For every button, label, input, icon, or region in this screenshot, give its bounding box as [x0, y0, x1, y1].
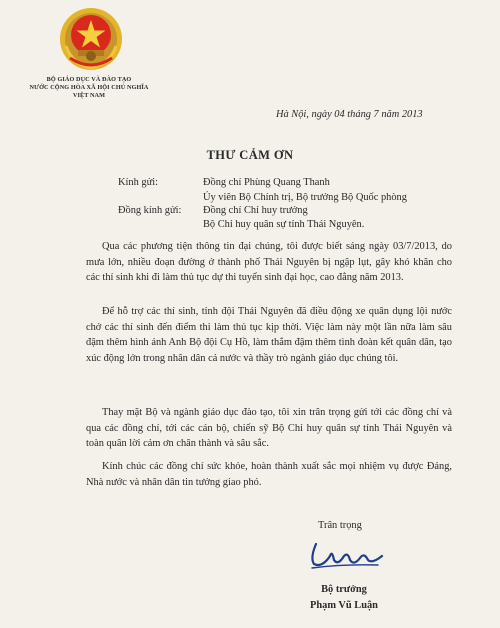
ministry-line-1: BỘ GIÁO DỤC VÀ ĐÀO TẠO — [46, 76, 132, 83]
letter-body-2 — [86, 304, 452, 366]
letter-body-3 — [86, 405, 452, 452]
addressee-name: Đồng chí Phùng Quang Thanh — [203, 177, 330, 188]
ministry-line-2: NƯỚC CỘNG HÒA XÃ HỘI CHỦ NGHĨA — [29, 84, 149, 92]
cc-label: Đồng kính gửi: — [118, 205, 182, 216]
body-paragraph-4: Kính chúc các đồng chí sức khỏe, hoàn thành xuất sắc mọi nhiệm vụ được Đảng, Nhà nước và nhân dân tin tưởng giao phó. — [86, 461, 452, 488]
body-paragraph-1: Qua các phương tiện thông tin đại chúng, tôi được biết sáng ngày 03/7/2013, do mưa lớn, nhiều đoạn đường ở thành phố Thái Nguyên bị ngập lụt, gây khó khăn cho các thí sinh khi đi làm thủ tục dự thi tuyển sinh đại học, cao đẳng năm 2013. — [86, 241, 452, 284]
ministry-header — [14, 76, 164, 101]
body-paragraph-2: Để hỗ trợ các thí sinh, tỉnh đội Thái Nguyên đã điều động xe quân dụng lội nước chở các thí sinh đến điểm thi làm thủ tục kịp thời. Việc làm này một lần nữa làm sâu đậm thêm hình ảnh Anh Bộ đội Cụ Hồ, làm thắm đậm thêm tình đoàn kết quân dân, tạo xúc động lớn trong nhân dân cả nước và thầy trò ngành giáo dục chúng tôi. — [86, 306, 452, 364]
signature-icon — [302, 534, 392, 574]
signer-title: Bộ trưởng — [321, 584, 367, 595]
ministry-line-3: VIỆT NAM — [72, 92, 106, 100]
addressee-label: Kính gửi: — [118, 177, 158, 188]
cc-name: Đồng chí Chỉ huy trưởng — [203, 205, 308, 216]
signer-name: Phạm Vũ Luận — [310, 600, 378, 611]
national-emblem-icon — [58, 6, 124, 72]
closing-phrase: Trân trọng — [318, 520, 362, 531]
letter-body — [86, 239, 452, 286]
addressee-position: Ủy viên Bộ Chính trị, Bộ trưởng Bộ Quốc phòng — [203, 192, 407, 203]
letter-body-4 — [86, 459, 452, 490]
cc-unit: Bộ Chỉ huy quân sự tỉnh Thái Nguyên. — [203, 219, 365, 230]
body-paragraph-3: Thay mặt Bộ và ngành giáo dục đào tạo, tôi xin trân trọng gửi tới các đồng chí và qua các đồng chí, tới các cán bộ, chiến sỹ Bộ Chỉ huy quân sự tỉnh Thái Nguyên và toàn quân lời cảm ơn chân thành và sâu sắc. — [86, 407, 452, 450]
letter-date: Hà Nội, ngày 04 tháng 7 năm 2013 — [276, 109, 423, 120]
letter-title: THƯ CẢM ƠN — [206, 148, 294, 162]
